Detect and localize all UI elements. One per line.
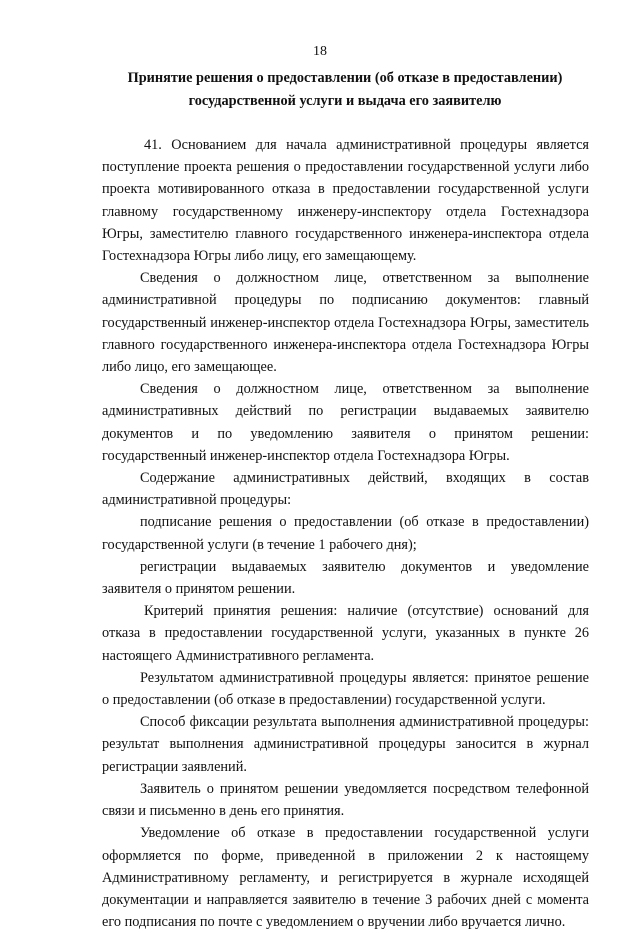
paragraph-refusal-notice: Уведомление об отказе в предоставлении государственной услуги оформляется по форме, приведенной в приложении 2 к настоящему Административному регламенту, и регистрируется в журнале исходящей документации и направляется заявителю в течение 3 рабочих дней с момента его подписания по почте с уведомлением о вручении либо вручается лично.	[102, 825, 589, 931]
paragraph-action-signing: подписание решения о предоставлении (об отказе в предоставлении) государственной услуги (в течение 1 рабочего дня);	[102, 514, 589, 553]
paragraph-decision-criterion: Критерий принятия решения: наличие (отсутствие) оснований для отказа в предоставлении государственной услуги, указанных в пункте 26 настоящего Административного регламента.	[102, 603, 589, 664]
paragraph-responsible-registration: Сведения о должностном лице, ответственном за выполнение административных действий по регистрации выдаваемых заявителю документов и по уведомлению заявителя о принятом решении: государственный инженер-инспектор отдела Гостехнадзора Югры.	[102, 381, 589, 464]
paragraph-responsible-signing: Сведения о должностном лице, ответственном за выполнение административной процедуры по подписанию документов: главный государственный инженер-инспектор отдела Гостехнадзора Югры, заместитель главного государственного инженера-инспектора отдела Гостехнадзора Югры либо лицо, его замещающее.	[102, 270, 589, 376]
paragraph-procedure-result: Результатом административной процедуры является: принятое решение о предоставлении (об отказе в предоставлении) государственной услуги.	[102, 669, 589, 709]
page-number: 18	[313, 44, 327, 59]
paragraph-41-basis: 41. Основанием для начала административной процедуры является поступление проекта решения о предоставлении государственной услуги либо проекта мотивированного отказа в предоставлении государственной услуги главному государственному инженеру-инспектору отдела Гостехнадзора Югры, заместителю главного государственного инженера-инспектора отдела Гостехнадзора Югры либо лицу, его замещающему.	[102, 137, 589, 265]
document-body	[102, 134, 589, 933]
paragraph-result-recording: Способ фиксации результата выполнения административной процедуры: результат выполнения административной процедуры заносится в журнал регистрации заявлений.	[102, 714, 589, 775]
paragraph-actions-content: Содержание административных действий, входящих в состав административной процедуры:	[102, 470, 589, 509]
paragraph-applicant-notification: Заявитель о принятом решении уведомляется посредством телефонной связи и письменно в день его принятия.	[102, 780, 589, 820]
section-heading: Принятие решения о предоставлении (об отказе в предоставлении) государственной услуги и выдача его заявителю	[127, 70, 563, 109]
paragraph-action-registration: регистрации выдаваемых заявителю документов и уведомление заявителя о принятом решении.	[102, 558, 589, 598]
